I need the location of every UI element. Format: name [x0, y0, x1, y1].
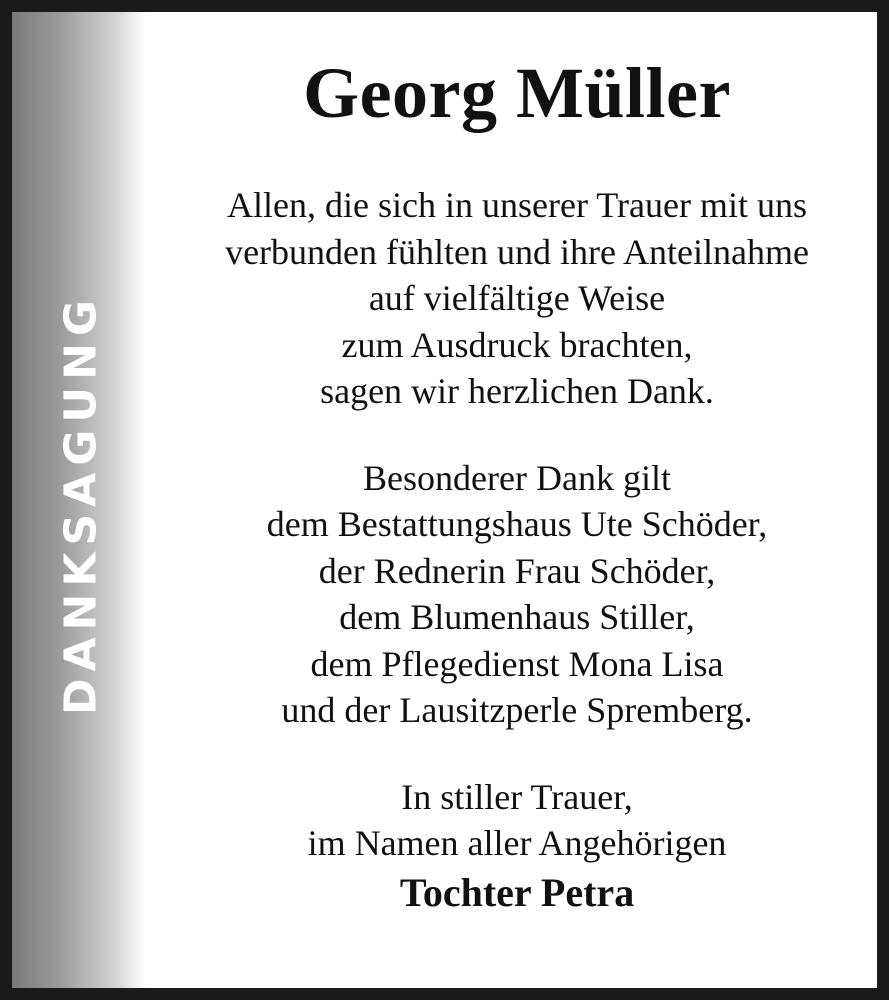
signer-name: Tochter Petra	[399, 869, 635, 915]
closing-line: In stiller Trauer,	[401, 776, 633, 817]
side-label: DANKSAGUNG	[55, 292, 107, 716]
thanks-paragraph	[145, 182, 889, 415]
thanks-line: Allen, die sich in unserer Trauer mit uns	[227, 185, 807, 225]
deceased-name: Georg Müller	[303, 53, 731, 133]
notice-content	[145, 12, 889, 917]
thanks-line: auf vielfältige Weise	[368, 278, 666, 318]
special-thanks-line: Besonderer Dank gilt	[363, 457, 671, 498]
closing-line: im Namen aller Angehörigen	[307, 823, 727, 863]
special-thanks-line: dem Blumenhaus Stiller,	[339, 597, 695, 637]
special-thanks-line: dem Pflegedienst Mona Lisa	[310, 643, 724, 684]
thanks-line: verbunden fühlten und ihre Anteilnahme	[225, 231, 809, 272]
side-band	[12, 12, 145, 988]
thanks-line: zum Ausdruck brachten,	[341, 324, 693, 365]
closing-paragraph	[145, 774, 889, 867]
special-thanks-line: und der Lausitzperle Spremberg.	[281, 690, 753, 730]
special-thanks-paragraph	[145, 455, 889, 734]
special-thanks-line: dem Bestattungshaus Ute Schöder,	[266, 504, 768, 544]
thanks-line: sagen wir herzlichen Dank.	[320, 371, 714, 411]
special-thanks-line: der Rednerin Frau Schöder,	[318, 550, 716, 591]
